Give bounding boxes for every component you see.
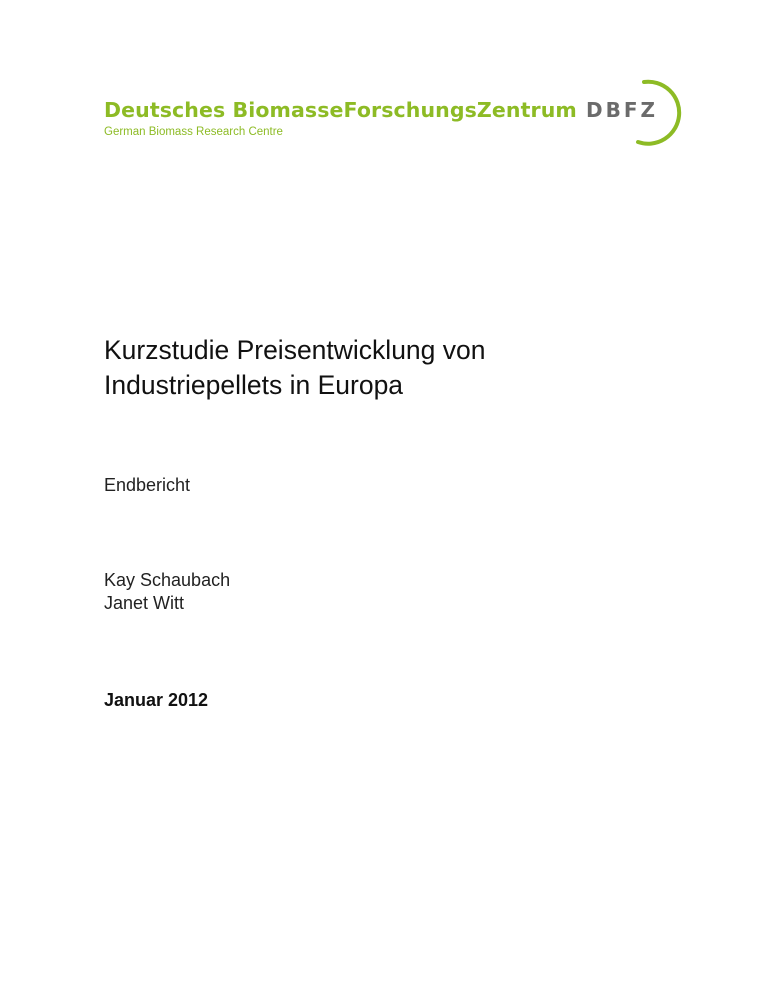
document-subtitle: Endbericht	[104, 475, 191, 495]
author-name: Kay Schaubach	[104, 570, 231, 590]
author-name: Janet Witt	[104, 593, 185, 613]
logo-text: DBFZ	[586, 98, 659, 122]
dbfz-logo	[586, 76, 692, 154]
title-line-2: Industriepellets in Europa	[104, 370, 404, 400]
title-line-1: Kurzstudie Preisentwicklung von	[104, 335, 486, 365]
document-title	[104, 333, 486, 403]
publication-date: Januar 2012	[104, 690, 209, 710]
organization-name: Deutsches BiomasseForschungsZentrum	[104, 98, 577, 122]
authors	[104, 569, 230, 615]
organization-subtitle: German Biomass Research Centre	[104, 126, 283, 138]
header	[104, 98, 694, 158]
